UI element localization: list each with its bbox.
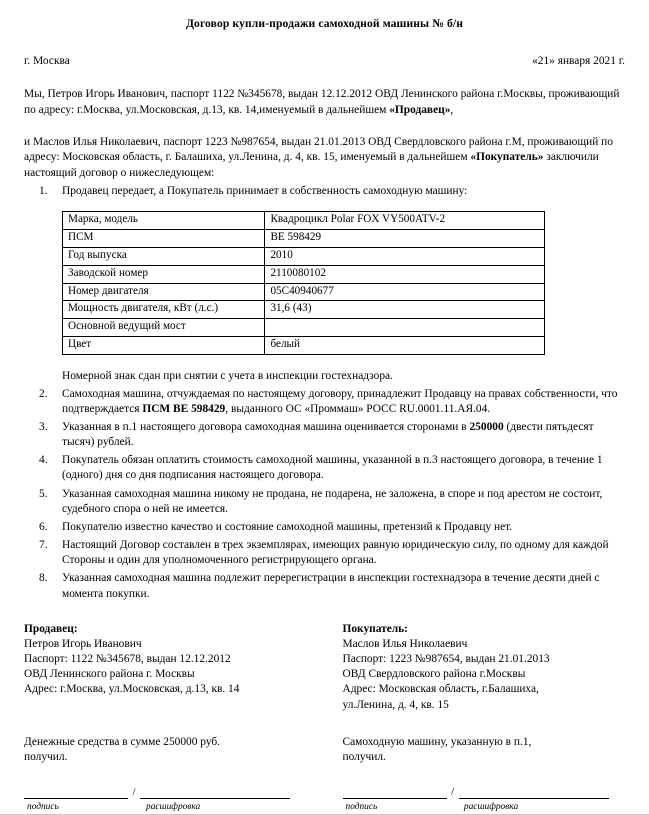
clause-1-text: Продавец передает, а Покупатель принимает в собственность самоходную машину: — [62, 184, 468, 197]
buyer-issuer: ОВД Свердловского района г.Москвы — [342, 668, 526, 681]
seller-decoding-rule[interactable] — [140, 787, 290, 799]
receipt-statements — [24, 735, 625, 765]
seller-intro-suffix: , — [450, 103, 454, 116]
spec-value: 2110080102 — [265, 265, 545, 283]
seller-address-line1: Адрес: г.Москва, ул.Московская, д.13, кв. 14 — [24, 683, 240, 696]
clause-4-text: Покупатель обязан оплатить стоимость самоходной машины, указанной в п.3 настоящего договора, в течение 1 (одного) дня со дня подписания настоящего договора. — [62, 454, 603, 482]
clause-3-bold: 250000 — [469, 421, 504, 434]
seller-signature-caption: подпись — [27, 801, 59, 812]
seller-decoding-caption: расшифровка — [146, 801, 201, 812]
table-row — [63, 319, 545, 337]
clause-item-6 — [24, 520, 625, 535]
clause-item-4 — [24, 453, 625, 483]
buyer-receipt-line2: получил. — [342, 750, 386, 763]
buyer-role-label: Покупатель: — [342, 622, 408, 635]
buyer-receipt-line1: Самоходную машину, указанную в п.1, — [342, 735, 532, 748]
clause-6-text: Покупателю известно качество и состояние самоходной машины, претензий к Продавцу нет. — [62, 520, 513, 533]
machine-spec-table — [62, 211, 545, 355]
spec-value: 31,6 (43) — [265, 301, 545, 319]
clause-3-text-part1: Указанная в п.1 настоящего договора самоходная машина оценивается сторонами в — [62, 421, 470, 434]
clause-8-text: Указанная самоходная машина подлежит перерегистрации в инспекции гостехнадзора в течение десяти дней с момента покупки. — [62, 572, 600, 600]
date-label: «21» января 2021 г. — [532, 54, 625, 67]
buyer-name: Маслов Илья Николаевич — [342, 637, 468, 650]
spec-key: Цвет — [63, 337, 265, 355]
table-row — [63, 211, 545, 229]
buyer-decoding-caption: расшифровка — [463, 801, 519, 812]
clause-item-7 — [24, 538, 625, 568]
table-row — [63, 337, 545, 355]
spec-key: Мощность двигателя, кВт (л.с.) — [63, 301, 265, 319]
clause-item-2 — [24, 387, 625, 417]
buyer-receipt — [325, 735, 626, 765]
seller-issuer: ОВД Ленинского района г. Москвы — [24, 668, 195, 681]
signature-parties — [24, 622, 625, 713]
clause-item-3 — [24, 420, 625, 450]
clause-list-rest — [24, 387, 625, 602]
spec-key: Год выпуска — [63, 247, 265, 265]
buyer-decoding-rule[interactable] — [459, 787, 609, 799]
clause-7-text: Настоящий Договор составлен в трех экземплярах, имеющих равную юридическую силу, по одному для каждой Стороны и один для уполномоченного регистрирующего органа. — [62, 539, 609, 567]
seller-signature-line-group — [24, 787, 325, 813]
clause-2-text-part1: Самоходная машина, отчуждаемая по настоящему договору, принадлежит Продавцу на правах собственности, что подтверждается — [62, 387, 618, 415]
buyer-address-line1: Адрес: Московская область, г.Балашиха, — [342, 683, 539, 696]
clause-item-8 — [24, 571, 625, 601]
place-label: г. Москва — [24, 54, 70, 67]
table-row — [63, 265, 545, 283]
buyer-signature-caption: подпись — [345, 801, 378, 812]
table-row — [63, 283, 545, 301]
spec-value: 2010 — [265, 247, 545, 265]
spec-key: Марка, модель — [63, 211, 265, 229]
seller-intro-text: Мы, Петров Игорь Иванович, паспорт 1122 №345678, выдан 12.12.2012 ОВД Ленинского района г.Москвы, проживающий по адресу: г.Москва, ул.Московская, д.13, кв. 14,именуемый в дальнейшем — [24, 88, 620, 116]
spec-key: Номер двигателя — [63, 283, 265, 301]
signature-rule-lines — [24, 787, 625, 813]
seller-receipt-line1: Денежные средства в сумме 250000 руб. — [24, 735, 221, 748]
buyer-rule-row — [343, 787, 626, 799]
spec-value: белый — [265, 337, 545, 355]
seller-receipt — [24, 735, 325, 765]
clause-item-1 — [24, 184, 625, 199]
buyer-caption-row — [343, 801, 626, 813]
buyer-signature-block — [325, 622, 626, 713]
spec-key: Основной ведущий мост — [63, 319, 265, 337]
buyer-intro-suffix: заключили настоящий договор о нижеследующем: — [24, 151, 599, 179]
buyer-passport: Паспорт: 1223 №987654, выдан 21.01.2013 — [342, 653, 550, 666]
spec-key: Заводской номер — [63, 265, 265, 283]
buyer-intro-paragraph — [24, 135, 625, 181]
spec-value: ВЕ 598429 — [265, 229, 545, 247]
clause-list-first — [24, 184, 625, 199]
buyer-address-line2: ул.Ленина, д. 4, кв. 15 — [342, 698, 449, 711]
machine-spec-table-wrapper — [24, 211, 625, 355]
seller-signature-rule[interactable] — [24, 787, 128, 799]
seller-intro-paragraph — [24, 87, 625, 118]
buyer-signature-line-group — [325, 787, 626, 813]
buyer-role-quoted: «Покупатель» — [470, 151, 544, 164]
seller-receipt-line2: получил. — [24, 750, 68, 763]
seller-caption-row — [24, 801, 325, 813]
buyer-separator: / — [450, 785, 455, 798]
spec-value: Квадроцикл Polar FOX VY500ATV-2 — [265, 211, 545, 229]
spec-value — [265, 319, 545, 337]
plate-note: Номерной знак сдан при снятии с учета в инспекции гостехнадзора. — [62, 370, 393, 383]
buyer-signature-rule[interactable] — [343, 787, 447, 799]
clause-item-5 — [24, 487, 625, 517]
spec-value: 05С40940677 — [265, 283, 545, 301]
seller-signature-block — [24, 622, 325, 713]
seller-separator: / — [132, 785, 136, 798]
clause-2-bold: ПСМ ВЕ 598429 — [142, 402, 226, 415]
spec-key: ПСМ — [63, 229, 265, 247]
clause-3-text-part2: (двести пятьдесят тысяч) рублей. — [62, 421, 594, 449]
seller-role-quoted: «Продавец» — [389, 103, 451, 116]
machine-spec-table-body — [63, 211, 545, 354]
clause-2-text-part2: , выданного ОС «Проммаш» РОСС RU.0001.11.АЯ.04. — [225, 402, 491, 415]
page-title: Договор купли-продажи самоходной машины № б/н — [185, 17, 464, 30]
seller-role-label: Продавец: — [24, 622, 78, 635]
table-row — [63, 301, 545, 319]
clause-5-text: Указанная самоходная машина никому не продана, не подарена, не заложена, в споре и под арестом не состоит, судебного спора о ней не имеется. — [62, 487, 603, 515]
table-row — [63, 247, 545, 265]
buyer-intro-text: и Маслов Илья Николаевич, паспорт 1223 №987654, выдан 21.01.2013 ОВД Свердловского района г.М, проживающий по адресу: Московская область, г. Балашиха, ул.Ленина, д. 4, кв. 15, именуемый в дальнейшем — [24, 135, 613, 164]
seller-rule-row — [24, 787, 325, 799]
seller-passport: Паспорт: 1122 №345678, выдан 12.12.2012 — [24, 653, 231, 666]
table-row — [63, 229, 545, 247]
seller-name: Петров Игорь Иванович — [24, 637, 142, 650]
place-date-row — [24, 54, 625, 69]
